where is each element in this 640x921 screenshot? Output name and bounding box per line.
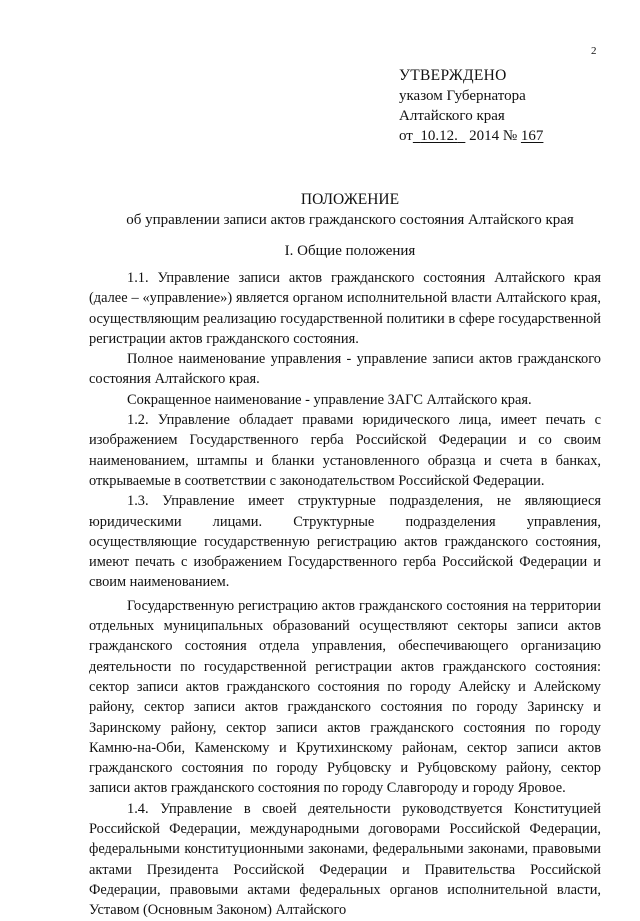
paragraph-1-2: 1.2. Управление обладает правами юридического лица, имеет печать с изображением Государственного герба Российской Федерации и со своим наименованием, штампы и бланки установленного образца и счета в банках, открываемые в соответствии с законодательством Российской Федерации. bbox=[89, 412, 601, 489]
title-main: ПОЛОЖЕНИЕ bbox=[300, 191, 400, 208]
approval-line-region: Алтайского края bbox=[399, 108, 505, 124]
paragraph-1-1: 1.1. Управление записи актов гражданского состояния Алтайского края (далее – «управление») является органом исполнительной власти Алтайского края, осуществляющим реализацию государственной политики в сфере государственной регистрации актов гражданского состояния. bbox=[89, 270, 601, 347]
number-sign: № bbox=[502, 128, 518, 144]
approval-stamp bbox=[399, 66, 543, 146]
year-value: 2014 bbox=[469, 128, 500, 144]
paragraph-full-name: Полное наименование управления - управление записи актов гражданского состояния Алтайского края. bbox=[89, 351, 601, 388]
title-subtitle: об управлении записи актов гражданского состояния Алтайского края bbox=[126, 212, 574, 228]
paragraph-short-name: Сокращенное наименование - управление ЗАГС Алтайского края. bbox=[127, 391, 532, 408]
decree-number: 167 bbox=[520, 128, 544, 144]
approval-line-decree: указом Губернатора bbox=[399, 88, 526, 104]
paragraph-sectors: Государственную регистрацию актов гражданского состояния на территории отдельных муниципальных образований осуществляют секторы записи актов гражданского состояния отдела управления, обеспечивающего организацию деятельности по государственной регистрации актов гражданского состояния: сектор записи актов гражданского состояния по городу Алейску и Алейскому району, сектор записи актов гражданского состояния по городу Заринску и Заринскому району, сектор записи актов гражданского состояния по городу Камню-на-Оби, Каменскому и Крутихинскому районам, сектор записи актов гражданского состояния по городу Рубцовску и Рубцовскому району, сектор записи актов гражданского состояния по городу Славгороду и городу Яровое. bbox=[89, 597, 601, 797]
document-title bbox=[80, 190, 620, 230]
date-value bbox=[413, 128, 466, 144]
page-number: 2 bbox=[591, 45, 597, 57]
paragraph-1-3: 1.3. Управление имеет структурные подразделения, не являющиеся юридическими лицами. Структурные подразделения управления, осуществляющие государственную регистрацию актов гражданского состояния, имеют печать с изображением Государственного герба Российской Федерации и своим наименованием. bbox=[89, 493, 601, 591]
paragraph-1-4: 1.4. Управление в своей деятельности руководствуется Конституцией Российской Федерации, международными договорами Российской Федерации, федеральными конституционными законами, федеральными законами, правовыми актами Президента Российской Федерации и Правительства Российской Федерации, правовыми актами федеральных органов исполнительной власти, Уставом (Основным Законом) Алтайского bbox=[89, 800, 601, 919]
approval-date-line bbox=[399, 126, 543, 146]
date-prefix: от bbox=[399, 128, 413, 144]
document-body bbox=[89, 268, 601, 921]
approval-heading: УТВЕРЖДЕНО bbox=[399, 67, 507, 84]
section-heading: I. Общие положения bbox=[284, 243, 416, 259]
date-text: 10.12. bbox=[420, 128, 458, 144]
